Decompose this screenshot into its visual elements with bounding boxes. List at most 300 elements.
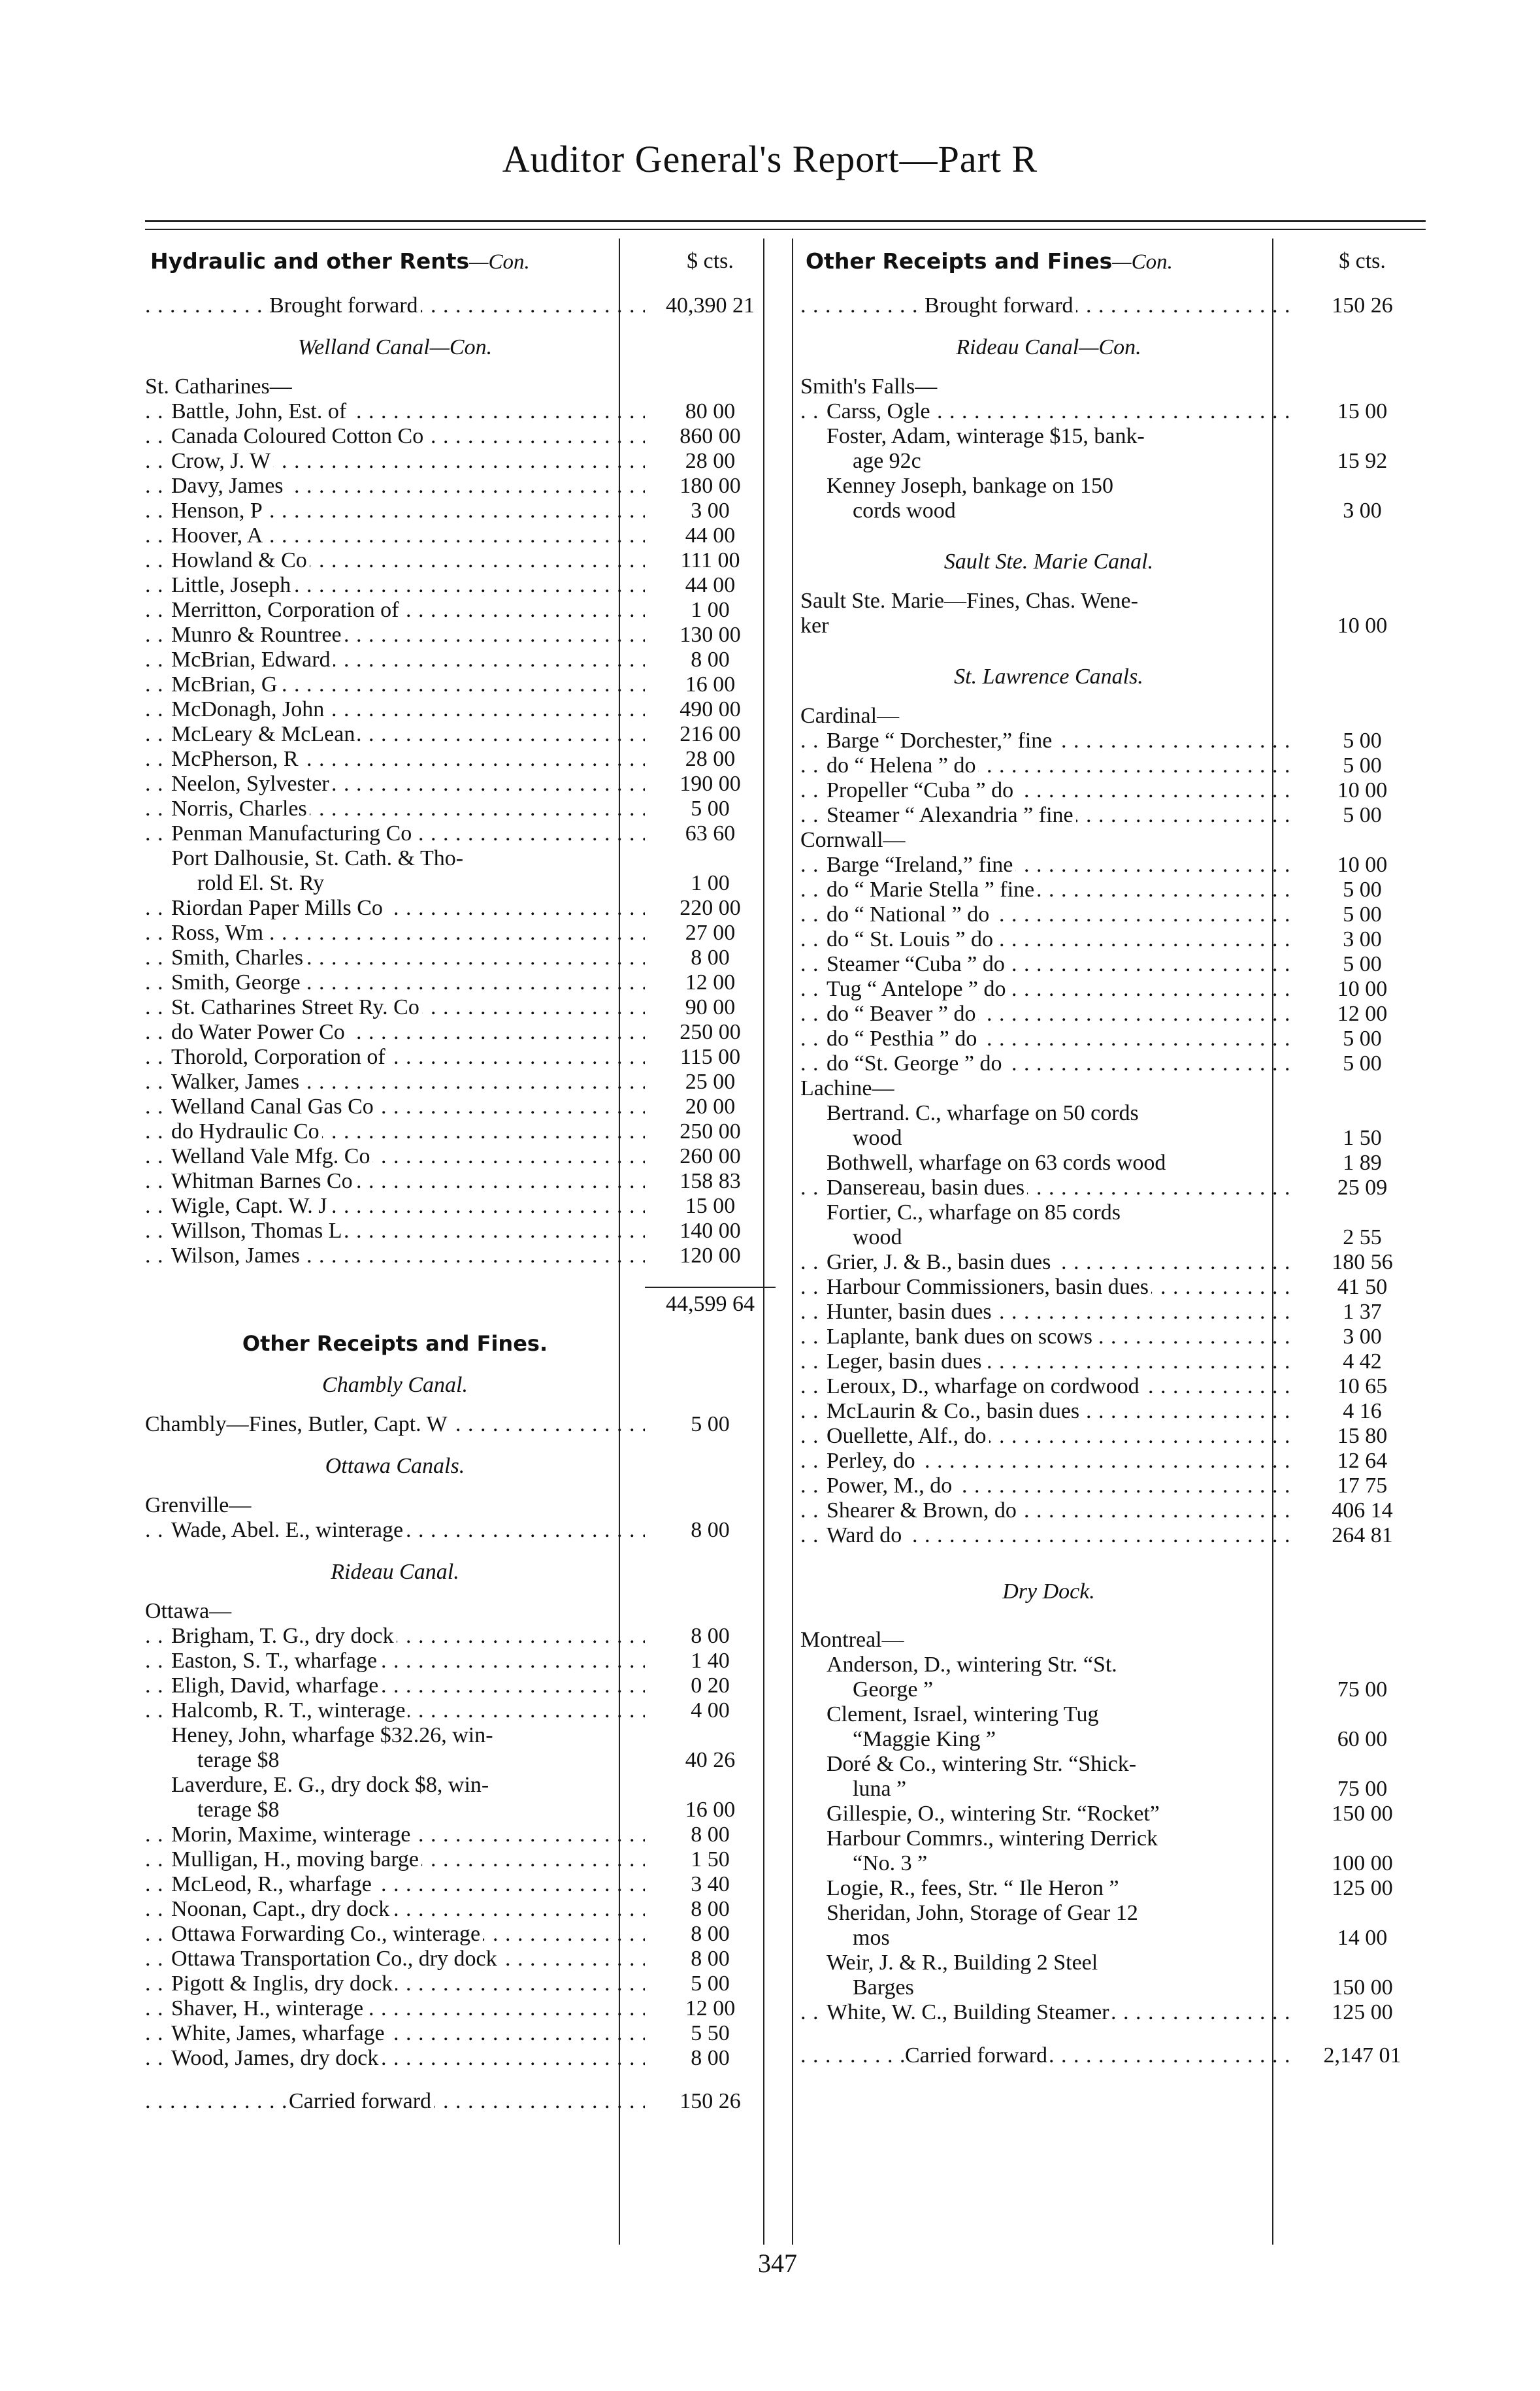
ledger-row <box>800 853 1428 878</box>
ledger-row <box>145 1996 776 2021</box>
ledger-row-amount: 5 00 <box>1343 803 1382 827</box>
ledger-row-name: Munro & Rountree <box>171 623 344 647</box>
ledger-row-amount: 12 00 <box>1337 1002 1388 1026</box>
ledger-row <box>145 1971 776 1996</box>
bothwell-row: Bothwell, wharfage on 63 cords wood 1 89 <box>800 1151 1428 1176</box>
fortier-amount: 2 55 <box>1343 1225 1382 1249</box>
ledger-row-amount: 5 00 <box>1343 729 1382 753</box>
wade-amount: 8 00 <box>691 1518 730 1542</box>
ledger-row <box>145 1169 776 1194</box>
ledger-row-name: Steamer “ Alexandria ” fine <box>827 803 1076 827</box>
ledger-row-amount: 111 00 <box>680 548 740 572</box>
ledger-row-name: Ward do <box>827 1523 904 1547</box>
ledger-row-amount: 90 00 <box>685 995 736 1019</box>
ledger-row-amount: 5 00 <box>1343 1051 1382 1076</box>
clement-row: Clement, Israel, wintering Tug “Maggie King ” 60 00 <box>800 1702 1428 1752</box>
sheridan-amount: 14 00 <box>1337 1926 1388 1950</box>
ledger-row-name: St. Catharines Street Ry. Co <box>171 995 422 1019</box>
ledger-row-amount: 5 00 <box>1343 902 1382 927</box>
column-divider <box>792 239 793 2245</box>
ledger-row-name: Little, Joseph <box>171 573 293 597</box>
clement-amount: 60 00 <box>1337 1727 1388 1751</box>
ledger-row <box>800 1300 1428 1325</box>
ledger-row-amount: 115 00 <box>680 1045 741 1069</box>
ledger-row-name: Hunter, basin dues <box>827 1300 994 1324</box>
ledger-row-amount: 17 75 <box>1337 1474 1388 1498</box>
ottawa-label: Ottawa— <box>145 1599 232 1623</box>
ledger-row-amount: 25 00 <box>685 1070 736 1094</box>
ledger-row <box>145 1020 776 1045</box>
ledger-row <box>145 821 776 846</box>
ledger-row-name: Harbour Commissioners, basin dues <box>827 1275 1151 1299</box>
page-number: 347 <box>758 2249 797 2278</box>
ledger-row <box>145 1649 776 1674</box>
ledger-row-name: Barge “ Dorchester,” fine <box>827 729 1055 753</box>
left-header-suffix: —Con. <box>469 250 530 274</box>
ledger-row <box>145 896 776 921</box>
sault-row: Sault Ste. Marie—Fines, Chas. Wene- ker 10 00 <box>800 589 1428 638</box>
ledger-row-amount: 44 00 <box>685 573 736 597</box>
ledger-row-amount: 250 00 <box>680 1020 741 1044</box>
ledger-row <box>800 1424 1428 1449</box>
right-column <box>800 239 1428 2068</box>
ledger-row-amount: 216 00 <box>680 722 741 746</box>
left-header-title: Hydraulic and other Rents <box>150 248 470 274</box>
ledger-row <box>800 1523 1428 1548</box>
left-column <box>145 239 776 2114</box>
ledger-row <box>800 1374 1428 1399</box>
ledger-row <box>145 1194 776 1219</box>
fortier-row: Fortier, C., wharfage on 85 cords wood 2 55 <box>800 1200 1428 1250</box>
ledger-row-amount: 8 00 <box>691 2046 730 2070</box>
ledger-row-amount: 264 81 <box>1332 1523 1393 1547</box>
weir-row: Weir, J. & R., Building 2 Steel Barges 150 00 <box>800 1951 1428 2000</box>
ledger-row-amount: 10 65 <box>1337 1374 1388 1398</box>
ledger-row <box>800 1399 1428 1424</box>
ledger-row-name: Thorold, Corporation of <box>171 1045 388 1069</box>
ledger-row-amount: 16 00 <box>685 672 736 697</box>
ledger-row-amount: 1 00 <box>691 598 730 622</box>
ledger-row-name: Canada Coloured Cotton Co <box>171 424 426 448</box>
ledger-row-amount: 3 00 <box>1343 1325 1382 1349</box>
ledger-row-amount: 1 37 <box>1343 1300 1382 1324</box>
ledger-row-name: Welland Vale Mfg. Co <box>171 1144 372 1168</box>
ledger-row <box>800 1474 1428 1498</box>
ledger-row <box>800 902 1428 927</box>
ledger-row-amount: 1 50 <box>691 1847 730 1872</box>
ledger-row-name: Tug “ Antelope ” do <box>827 977 1009 1001</box>
montreal-label: Montreal— <box>800 1628 904 1652</box>
sault-amount: 10 00 <box>1337 614 1388 638</box>
header-rule <box>145 220 1426 222</box>
ledger-row-amount: 490 00 <box>680 697 741 721</box>
ledger-row <box>800 1027 1428 1051</box>
ledger-row <box>800 878 1428 902</box>
ledger-row-name: Riordan Paper Mills Co <box>171 896 385 920</box>
welland-list-2 <box>145 896 776 1268</box>
ledger-row-name: Wilson, James <box>171 1244 303 1268</box>
harbour-amount: 100 00 <box>1332 1851 1393 1875</box>
ledger-row-name: Davy, James <box>171 474 286 498</box>
ledger-row-name: Brigham, T. G., dry dock <box>171 1624 397 1648</box>
chambly-heading: Chambly Canal. <box>322 1373 468 1397</box>
ledger-row-amount: 15 00 <box>685 1194 736 1218</box>
ledger-row <box>800 778 1428 803</box>
logie-amount: 125 00 <box>1332 1876 1393 1900</box>
ledger-row <box>145 424 776 449</box>
ledger-row-amount: 10 00 <box>1337 778 1388 802</box>
ledger-row <box>145 995 776 1020</box>
harbour-row: Harbour Commrs., wintering Derrick “No. 3 ” 100 00 <box>800 1826 1428 1876</box>
ledger-row-amount: 44 00 <box>685 523 736 548</box>
ledger-row <box>800 952 1428 977</box>
right-carried-forward-amount: 2,147 01 <box>1323 2043 1401 2068</box>
ledger-row-name: Neelon, Sylvester <box>171 772 332 796</box>
header-rule-thin <box>145 229 1426 230</box>
ledger-row-name: Crow, J. W <box>171 449 273 473</box>
ledger-row-name: Ouellette, Alf., do <box>827 1424 989 1448</box>
cornwall-label: Cornwall— <box>800 828 906 852</box>
dansereau-row: Dansereau, basin dues . . . 25 09 <box>800 1176 1428 1200</box>
lachine-list <box>800 1250 1428 1548</box>
ledger-row-amount: 180 56 <box>1332 1250 1393 1274</box>
ledger-row-name: Mulligan, H., moving barge <box>171 1847 421 1872</box>
dore-amount: 75 00 <box>1337 1777 1388 1801</box>
ledger-row <box>145 1244 776 1268</box>
ledger-row-amount: 4 00 <box>691 1698 730 1723</box>
anderson-amount: 75 00 <box>1337 1677 1388 1702</box>
ledger-row-amount: 3 00 <box>691 499 730 523</box>
ledger-row-amount: 250 00 <box>680 1119 741 1144</box>
ledger-row <box>800 1275 1428 1300</box>
ledger-row <box>145 1045 776 1070</box>
ledger-row <box>145 1698 776 1723</box>
kenney-amount: 3 00 <box>1343 499 1382 523</box>
ledger-row <box>145 1624 776 1649</box>
ledger-row-amount: 5 00 <box>691 797 730 821</box>
ledger-row-amount: 12 64 <box>1337 1449 1388 1473</box>
ledger-row-name: do Water Power Co <box>171 1020 348 1044</box>
ledger-row-amount: 80 00 <box>685 399 736 423</box>
ledger-row <box>145 449 776 474</box>
ledger-row-name: Pigott & Inglis, dry dock <box>171 1971 395 1996</box>
ledger-row-amount: 140 00 <box>680 1219 741 1243</box>
ledger-row-name: Noonan, Capt., dry dock <box>171 1897 392 1921</box>
ledger-row-name: Leroux, D., wharfage on cordwood <box>827 1374 1142 1398</box>
smiths-falls-label: Smith's Falls— <box>800 374 938 399</box>
ledger-row-amount: 5 00 <box>1343 1027 1382 1051</box>
ledger-row-name: Leger, basin dues <box>827 1349 985 1374</box>
carss-amount: 15 00 <box>1337 399 1388 423</box>
laverdure-row: Laverdure, E. G., dry dock $8, win- terage $8 16 00 <box>145 1773 776 1822</box>
ledger-row-name: Henson, P <box>171 499 265 523</box>
ledger-row-amount: 8 00 <box>691 648 730 672</box>
ledger-row-name: McPherson, R <box>171 747 301 771</box>
ledger-row-name: Welland Canal Gas Co <box>171 1095 376 1119</box>
ledger-row-name: do “ Marie Stella ” fine <box>827 878 1037 902</box>
ledger-row <box>145 474 776 499</box>
cornwall-list <box>800 853 1428 1076</box>
ledger-row-amount: 1 40 <box>691 1649 730 1673</box>
ledger-row-name: do “ Helena ” do <box>827 753 978 778</box>
ledger-row <box>800 1325 1428 1349</box>
ledger-row <box>800 927 1428 952</box>
white-amount: 125 00 <box>1332 2000 1393 2024</box>
ledger-row-name: Morin, Maxime, winterage <box>171 1822 413 1847</box>
gillespie-row: Gillespie, O., wintering Str. “Rocket” 150 00 <box>800 1802 1428 1826</box>
st-catharines-label: St. Catharines— <box>145 374 292 399</box>
ledger-row <box>145 1144 776 1169</box>
ledger-row-amount: 180 00 <box>680 474 741 498</box>
welland-list <box>145 399 776 846</box>
ledger-row-name: do “ St. Louis ” do <box>827 927 996 951</box>
left-header <box>145 239 776 284</box>
ledger-row-name: Smith, George <box>171 970 303 995</box>
ledger-row <box>800 753 1428 778</box>
ledger-row <box>145 1070 776 1095</box>
left-carried-forward: Carried forward . . . 150 26 <box>145 2089 776 2114</box>
ledger-row-amount: 28 00 <box>685 449 736 473</box>
ledger-row-amount: 8 00 <box>691 946 730 970</box>
welland-heading: Welland Canal—Con. <box>297 335 493 359</box>
bertrand-row: Bertrand. C., wharfage on 50 cords wood 1 50 <box>800 1101 1428 1151</box>
ledger-row <box>145 970 776 995</box>
left-carried-forward-amount: 150 26 <box>680 2089 741 2113</box>
ledger-row-amount: 5 50 <box>691 2021 730 2045</box>
ledger-row-amount: 158 83 <box>680 1169 741 1193</box>
ledger-row <box>145 1897 776 1922</box>
ledger-row-name: Battle, John, Est. of <box>171 399 349 423</box>
ledger-row <box>800 1051 1428 1076</box>
ledger-row-name: Easton, S. T., wharfage <box>171 1649 380 1673</box>
ledger-row <box>800 1449 1428 1474</box>
ledger-row <box>145 523 776 548</box>
other-receipts-heading: Other Receipts and Fines. <box>242 1331 548 1356</box>
ledger-row-name: do Hydraulic Co <box>171 1119 322 1144</box>
ledger-row <box>145 598 776 623</box>
port-dalhousie-amount: 1 00 <box>691 871 730 895</box>
right-amount-head: $ cts. <box>1339 249 1386 273</box>
ledger-row <box>145 623 776 648</box>
dore-row: Doré & Co., wintering Str. “Shick- luna ” 75 00 <box>800 1752 1428 1802</box>
ledger-row-amount: 5 00 <box>1343 753 1382 778</box>
ledger-row-name: do “St. George ” do <box>827 1051 1004 1076</box>
carss-row: Carss, Ogle . . . 15 00 <box>800 399 1428 424</box>
rents-total-row <box>145 1287 776 1317</box>
ledger-row-amount: 10 00 <box>1337 853 1388 877</box>
ledger-row-name: Ottawa Transportation Co., dry dock <box>171 1947 500 1971</box>
ledger-row <box>145 697 776 722</box>
ledger-row <box>145 1119 776 1144</box>
ledger-row <box>145 1095 776 1119</box>
ledger-row <box>145 772 776 797</box>
drydock-heading: Dry Dock. <box>1002 1579 1095 1604</box>
ledger-row-name: Shaver, H., winterage <box>171 1996 366 2020</box>
ledger-row-name: Penman Manufacturing Co <box>171 821 414 846</box>
ledger-row-name: Wood, James, dry dock <box>171 2046 381 2070</box>
ledger-row <box>800 803 1428 828</box>
ledger-row-name: Power, M., do <box>827 1474 955 1498</box>
ledger-row <box>145 1674 776 1698</box>
ledger-row <box>800 977 1428 1002</box>
ledger-row-name: Laplante, bank dues on scows <box>827 1325 1095 1349</box>
ledger-row-name: do “ National ” do <box>827 902 992 927</box>
foster-amount: 15 92 <box>1337 449 1388 473</box>
laverdure-amount: 16 00 <box>685 1798 736 1822</box>
ledger-row-amount: 8 00 <box>691 1922 730 1946</box>
ledger-row-name: McLeary & McLean <box>171 722 357 746</box>
ledger-row-name: Smith, Charles <box>171 946 306 970</box>
heney-row: Heney, John, wharfage $32.26, win- terage $8 40 26 <box>145 1723 776 1773</box>
weir-amount: 150 00 <box>1332 1975 1393 2000</box>
ledger-row-name: Howland & Co <box>171 548 310 572</box>
ledger-row-name: McLaurin & Co., basin dues <box>827 1399 1082 1423</box>
ledger-row-amount: 41 50 <box>1337 1275 1388 1299</box>
ledger-row-amount: 406 14 <box>1332 1498 1393 1523</box>
ledger-row-name: McDonagh, John <box>171 697 327 721</box>
cardinal-label: Cardinal— <box>800 704 900 728</box>
ledger-row-amount: 63 60 <box>685 821 736 846</box>
ledger-row-amount: 5 00 <box>1343 952 1382 976</box>
ottawa-canals-heading: Ottawa Canals. <box>325 1454 465 1478</box>
ledger-row-name: Norris, Charles <box>171 797 310 821</box>
ledger-row-name: do “ Beaver ” do <box>827 1002 978 1026</box>
ledger-row-amount: 12 00 <box>685 970 736 995</box>
ledger-row <box>800 1349 1428 1374</box>
ledger-row <box>145 921 776 946</box>
ledger-row-name: White, James, wharfage <box>171 2021 387 2045</box>
ledger-row <box>800 1498 1428 1523</box>
ledger-row <box>145 548 776 573</box>
ledger-row-amount: 4 16 <box>1343 1399 1382 1423</box>
ledger-row <box>145 648 776 672</box>
ledger-row-name: McBrian, Edward <box>171 648 333 672</box>
ledger-row-name: Shearer & Brown, do <box>827 1498 1019 1523</box>
ledger-row <box>145 2021 776 2046</box>
ledger-row <box>800 1250 1428 1275</box>
left-brought-forward: Brought forward . . . 40,390 21 <box>145 293 776 318</box>
ledger-row <box>145 499 776 523</box>
ledger-row-amount: 5 00 <box>1343 878 1382 902</box>
ledger-row-amount: 28 00 <box>685 747 736 771</box>
ledger-row <box>145 1947 776 1971</box>
rideau-list-2 <box>145 1822 776 2071</box>
right-carried-forward: Carried forward . . . 2,147 01 <box>800 2043 1428 2068</box>
left-brought-forward-amount: 40,390 21 <box>666 293 755 318</box>
ledger-row-amount: 20 00 <box>685 1095 736 1119</box>
ledger-row <box>800 729 1428 753</box>
ledger-row <box>145 747 776 772</box>
ledger-row <box>145 722 776 747</box>
gillespie-amount: 150 00 <box>1332 1802 1393 1826</box>
ledger-row <box>145 399 776 424</box>
ledger-row-amount: 8 00 <box>691 1897 730 1921</box>
ledger-row-name: Propeller “Cuba ” do <box>827 778 1016 802</box>
right-brought-forward: Brought forward . . . 150 26 <box>800 293 1428 318</box>
right-brought-forward-amount: 150 26 <box>1332 293 1393 318</box>
foster-row: Foster, Adam, winterage $15, bank- age 92c 15 92 <box>800 424 1428 474</box>
logie-row: Logie, R., fees, Str. “ Ile Heron ” 125 00 <box>800 1876 1428 1901</box>
ledger-row <box>145 2046 776 2071</box>
ledger-row-amount: 3 40 <box>691 1872 730 1896</box>
kenney-row: Kenney Joseph, bankage on 150 cords wood 3 00 <box>800 474 1428 523</box>
ledger-row <box>145 1219 776 1244</box>
ledger-row-amount: 190 00 <box>680 772 741 796</box>
right-header <box>800 239 1428 284</box>
ledger-row-amount: 10 00 <box>1337 977 1388 1001</box>
ledger-row-amount: 8 00 <box>691 1822 730 1847</box>
ledger-row-name: Halcomb, R. T., winterage <box>171 1698 408 1723</box>
rideau-heading: Rideau Canal. <box>331 1560 459 1584</box>
ledger-row-name: Wigle, Capt. W. J <box>171 1194 330 1218</box>
ledger-row-name: Grier, J. & B., basin dues <box>827 1250 1053 1274</box>
ledger-row-amount: 5 00 <box>691 1971 730 1996</box>
ledger-row <box>145 797 776 821</box>
ledger-row <box>145 1922 776 1947</box>
left-amount-head: $ cts. <box>687 249 734 273</box>
ledger-row <box>145 672 776 697</box>
dansereau-amount: 25 09 <box>1337 1176 1388 1200</box>
ledger-row <box>145 1847 776 1872</box>
ledger-row-name: McBrian, G <box>171 672 280 697</box>
ledger-row-amount: 3 00 <box>1343 927 1382 951</box>
chambly-amount: 5 00 <box>691 1412 730 1436</box>
ledger-row-name: Ross, Wm <box>171 921 266 945</box>
anderson-row: Anderson, D., wintering Str. “St. George ” 75 00 <box>800 1653 1428 1702</box>
rideau-con-heading: Rideau Canal—Con. <box>956 335 1141 359</box>
ledger-row-amount: 260 00 <box>680 1144 741 1168</box>
ledger-row-amount: 0 20 <box>691 1674 730 1698</box>
ledger-row-name: Steamer “Cuba ” do <box>827 952 1008 976</box>
ledger-row-name: Merritton, Corporation of <box>171 598 401 622</box>
ledger-row-amount: 860 00 <box>680 424 741 448</box>
lachine-label: Lachine— <box>800 1076 894 1100</box>
ledger-row <box>145 573 776 598</box>
ledger-row-name: McLeod, R., wharfage <box>171 1872 374 1896</box>
chambly-row: Chambly—Fines, Butler, Capt. W . . . 5 00 <box>145 1412 776 1437</box>
ledger-row-name: Whitman Barnes Co <box>171 1169 355 1193</box>
ledger-row <box>145 946 776 970</box>
right-header-title: Other Receipts and Fines <box>806 248 1113 274</box>
white-row: White, W. C., Building Steamer . . . 125 00 <box>800 2000 1428 2025</box>
sault-heading: Sault Ste. Marie Canal. <box>943 550 1154 574</box>
bothwell-amount: 1 89 <box>1343 1151 1382 1175</box>
page-title: Auditor General's Report—Part R <box>502 138 1038 180</box>
ledger-row-name: Eligh, David, wharfage <box>171 1674 381 1698</box>
bertrand-amount: 1 50 <box>1343 1126 1382 1150</box>
ledger-row <box>800 1002 1428 1027</box>
ledger-row-amount: 8 00 <box>691 1947 730 1971</box>
ledger-row-amount: 130 00 <box>680 623 741 647</box>
heney-amount: 40 26 <box>685 1748 736 1772</box>
ledger-row-amount: 8 00 <box>691 1624 730 1648</box>
ledger-row-name: Ottawa Forwarding Co., winterage <box>171 1922 483 1946</box>
ledger-row-name: do “ Pesthia ” do <box>827 1027 979 1051</box>
rents-total: 44,599 64 <box>645 1287 776 1317</box>
ledger-row-amount: 15 80 <box>1337 1424 1388 1448</box>
grenville-label: Grenville— <box>145 1493 252 1517</box>
stlawrence-heading: St. Lawrence Canals. <box>954 665 1143 689</box>
ledger-row-name: Barge “Ireland,” fine <box>827 853 1015 877</box>
port-dalhousie-row: Port Dalhousie, St. Cath. & Tho- rold El. St. Ry 1 00 <box>145 846 776 896</box>
ledger-row-name: Perley, do <box>827 1449 918 1473</box>
ledger-row-name: Hoover, A <box>171 523 265 548</box>
right-header-suffix: —Con. <box>1112 250 1173 274</box>
ledger-row <box>145 1872 776 1897</box>
ledger-row-amount: 12 00 <box>685 1996 736 2020</box>
rideau-list <box>145 1624 776 1723</box>
ledger-row-amount: 4 42 <box>1343 1349 1382 1374</box>
